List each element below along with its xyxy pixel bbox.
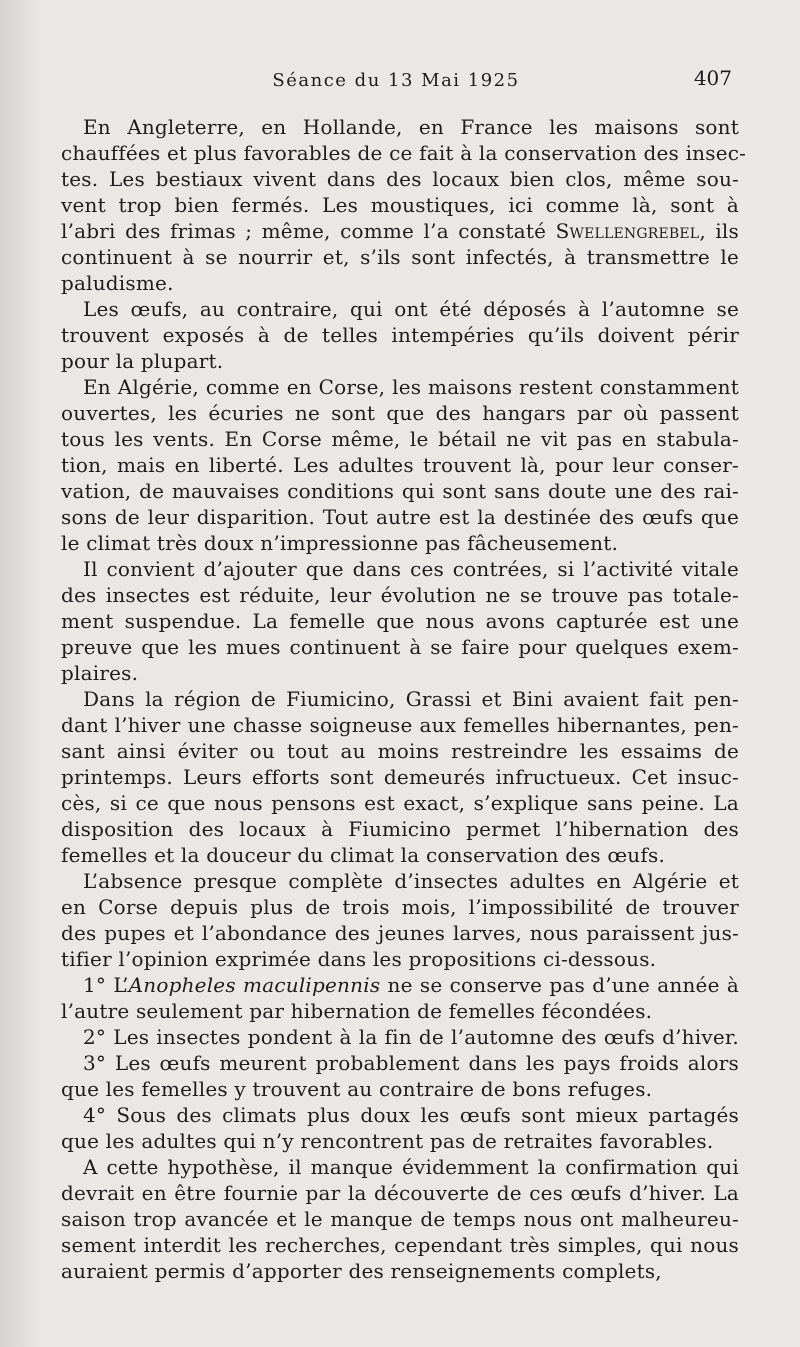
text-line: En Algérie, comme en Corse, les maisons restent constamment [83, 375, 739, 399]
text-line: tifier l’opinion exprimée dans les propositions ci-dessous. [61, 947, 657, 971]
text-line: L’absence presque complète d’insectes adultes en Algérie et [83, 869, 739, 893]
text-line: trouvent exposés à de telles intempéries qu’ils doivent périr [61, 323, 739, 347]
text-line: chauffées et plus favorables de ce fait à la conservation des insec- [61, 141, 747, 165]
text-line: En Angleterre, en Hollande, en France les maisons sont [83, 115, 739, 139]
text-line: ment suspendue. La femelle que nous avons capturée est une [61, 609, 739, 633]
text-line: pour la plupart. [61, 349, 224, 373]
text-line: femelles et la douceur du climat la conservation des œufs. [61, 843, 666, 867]
text-line: que les adultes qui n’y rencontrent pas de retraites favorables. [61, 1129, 714, 1153]
text-line: que les femelles y trouvent au contraire de bons refuges. [61, 1077, 653, 1101]
text-line: vent trop bien fermés. Les moustiques, ici comme là, sont à [61, 193, 739, 217]
text-line: A cette hypothèse, il manque évidemment la confirmation qui [83, 1155, 739, 1179]
page-header [60, 66, 732, 96]
running-head: Séance du 13 Mai 1925 [272, 70, 520, 91]
text-line: 2° Les insectes pondent à la fin de l’automne des œufs d’hiver. [83, 1025, 739, 1049]
text-line: printemps. Leurs efforts sont demeurés infructueux. Cet insuc- [61, 765, 739, 789]
emphasis-span: Anopheles maculipennis [128, 973, 381, 997]
text-line: Dans la région de Fiumicino, Grassi et Bini avaient fait pen- [83, 687, 739, 711]
text-line: sons de leur disparition. Tout autre est la destinée des œufs que [61, 505, 739, 529]
text-line: sement interdit les recherches, cependant très simples, qui nous [61, 1233, 739, 1257]
text-line: paludisme. [61, 271, 174, 295]
text-line: 3° Les œufs meurent probablement dans les pays froids alors [83, 1051, 739, 1075]
text-line: tion, mais en liberté. Les adultes trouvent là, pour leur conser- [61, 453, 739, 477]
text-line: 4° Sous des climats plus doux les œufs sont mieux partagés [83, 1103, 739, 1127]
text-line: Les œufs, au contraire, qui ont été déposés à l’automne se [83, 297, 739, 321]
text-line: dant l’hiver une chasse soigneuse aux femelles hibernantes, pen- [61, 713, 739, 737]
page-number: 407 [693, 66, 732, 90]
text-line: preuve que les mues continuent à se faire pour quelques exem- [61, 635, 739, 659]
text-line: en Corse depuis plus de trois mois, l’impossibilité de trouver [61, 895, 739, 919]
text-line: devrait en être fournie par la découverte de ces œufs d’hiver. La [61, 1181, 739, 1205]
text-line: continuent à se nourrir et, s’ils sont infectés, à transmettre le [61, 245, 739, 269]
text-line: 1° L’Anopheles maculipennis ne se conserve pas d’une année à [83, 973, 739, 997]
text-line: sant ainsi éviter ou tout au moins restreindre les essaims de [61, 739, 739, 763]
text-line: auraient permis d’apporter des renseignements complets, [61, 1259, 662, 1283]
body-text [61, 114, 747, 1284]
text-line: le climat très doux n’impressionne pas fâcheusement. [61, 531, 619, 555]
text-line: plaires. [61, 661, 139, 685]
text-line: disposition des locaux à Fiumicino permet l’hibernation des [61, 817, 739, 841]
text-line: saison trop avancée et le manque de temps nous ont malheureu- [61, 1207, 739, 1231]
text-line: l’autre seulement par hibernation de femelles fécondées. [61, 999, 653, 1023]
page-gutter-shadow [0, 0, 42, 1347]
text-line: cès, si ce que nous pensons est exact, s’explique sans peine. La [61, 791, 739, 815]
text-line: vation, de mauvaises conditions qui sont sans doute une des rai- [61, 479, 739, 503]
text-line: des pupes et l’abondance des jeunes larves, nous paraissent jus- [61, 921, 739, 945]
emphasis-span: Swellengrebel [555, 219, 700, 243]
text-line: des insectes est réduite, leur évolution ne se trouve pas totale- [61, 583, 739, 607]
text-line: ouvertes, les écuries ne sont que des hangars par où passent [61, 401, 739, 425]
text-line: Il convient d’ajouter que dans ces contrées, si l’activité vitale [83, 557, 739, 581]
text-line: l’abri des frimas ; même, comme l’a constaté Swellengrebel, ils [61, 219, 739, 243]
text-line: tes. Les bestiaux vivent dans des locaux bien clos, même sou- [61, 167, 739, 191]
text-line: tous les vents. En Corse même, le bétail ne vit pas en stabula- [61, 427, 739, 451]
